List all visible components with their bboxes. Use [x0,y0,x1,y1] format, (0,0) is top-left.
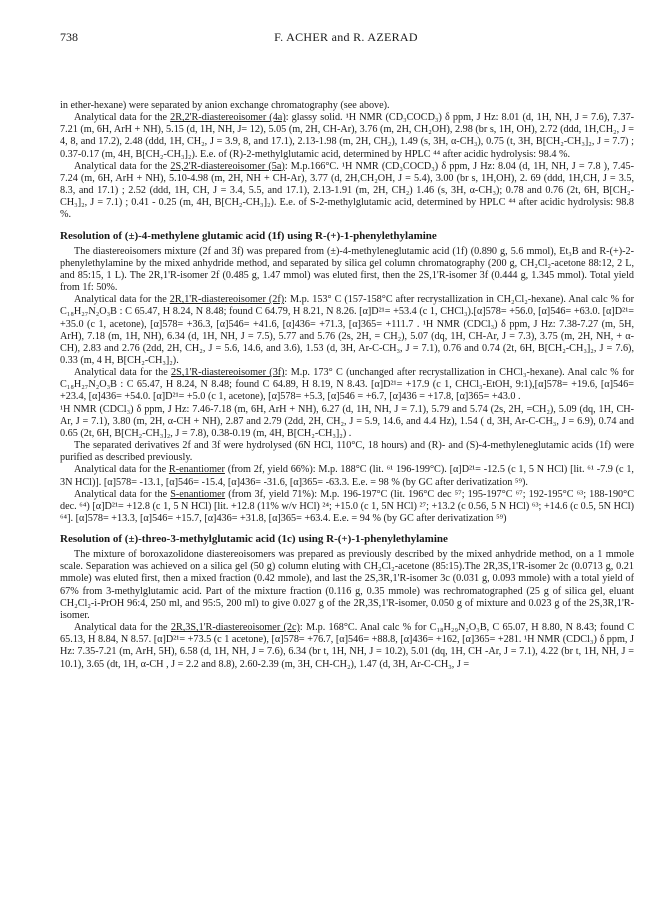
paragraph: Analytical data for the 2R,3S,1'R-diastereoisomer (2c): M.p. 168°C. Anal calc % for C₁₈H₂₉N₂O₃B, C 65.07, H 8.80, N 8.43; found C 65.13, H 8.84, N 8.57. [α]D²¹= +73.5 (c 1 acetone), [α]578= +76.7, [α]546= +88.8, [α]436= +162, [α]365= +281. ¹H NMR (CDCl₃) δ ppm, J Hz: 7.35-7.21 (m, ArH, 5H), 6.58 (d, 1H, NH, J = 7.6), 6.34 (br t, 1H, NH, J = 10.2), 5.01 (dq, 1H, CH -Ar, J = 7.1), 4.22 (br t, 1H, NH, J = 10.1), 3.65 (dt, 1H, α-CH , J = 2.2 and 8.8), 2.60-2.39 (m, 3H, CH-CH₂), 1.47 (d, 3H, Ar-C-CH₃, J = [60,622,634,670]
paragraph: Analytical data for the 2R,2'R-diastereoisomer (4a): glassy solid. ¹H NMR (CD₃COCD₃) δ ppm, J Hz: 8.01 (d, 1H, NH, J = 7.6), 7.37-7.21 (m, 6H, ArH + NH), 5.15 (d, 1H, NH, J= 12), 5.05 (m, 2H, CH-Ar), 3.76 (m, 2H, CH₂OH), 2.98 (br s, 1H, OH), 2.72 (ddd, 1H,CH₂, J = 4, 8, and 17.2), 2.48 (ddd, 1H, CH₂, J = 3.9, 8, and 17.1), 2.13-1.98 (m, 2H, CH₂), 1.49 (s, 3H, α-CH₃), 0.75 (t, 3H, B[CH₂-CH₃]₂, J = 7.7) ; 0.37-0.17 (m, 4H, B[CH₂-CH₃]₂). E.e. of (R)-2-methylglutamic acid, determined by HPLC ⁴⁴ after acidic hydrolysis: 98.4 %. [60,112,635,160]
paragraph: in ether-hexane) were separated by anion exchange chromatography (see above). [60,100,390,111]
section-heading: Resolution of (±)-threo-3-methylglutamic acid (1c) using R-(+)-1-phenylethylamine [60,533,448,546]
paragraph: Analytical data for the S-enantiomer (from 3f, yield 71%): M.p. 196-197°C (lit. 196°C dec ⁵⁷; 195-197°C ⁶⁷; 192-195°C ⁶³; 188-190°C dec. ⁶⁴) [α]D²¹= +12.8 (c 1, 5 N HCl) [lit. +12.8 (11% w/v HCl) ²⁴; +15.0 (c 1, 5N HCl) ²⁷; +13.2 (c 0.56, 5 N HCl) ⁶³; +14.6 (c 0.5, 5N HCl) ⁶⁴]. [α]578= +13.3, [α]546= +15.7, [α]436= +31.8, [α]365= +63.4. E.e. = 94 % (by GC after derivatization ⁵⁹) [60,488,634,524]
underlined-compound-name: 2S,1'R-diastereoisomer (3f) [171,367,285,379]
paragraph: The diastereoisomers mixture (2f and 3f) was prepared from (±)-4-methyleneglutamic acid (1f) (0.890 g, 5.6 mmol), Et₃B and R-(+)-2-phenylethylamine by the mixed anhydride method, and separated by silica gel column chromatography (200 g, CH₂Cl₂-acetone 88:12, 2 L, and 85:15, 1 L). The 2R,1'R-isomer 2f (0.485 g, 1.47 mmol) was eluted first, then the 2S,1'R-isomer 3f (0.444 g, 1.345 mmol). Total yield from 1f: 50%. [60,245,634,294]
underlined-compound-name: 2R,1'R-diastereoisomer (2f) [169,294,285,306]
page-number: 738 [60,30,78,44]
running-head: F. ACHER and R. AZERAD [274,30,418,44]
underlined-compound-name: 2S,2'R-diastereoisomer (5a) [170,160,285,172]
page-header [60,30,632,46]
underlined-compound-name: 2R,3S,1'R-diastereoisomer (2c) [170,622,300,634]
underlined-compound-name: 2R,2'R-diastereoisomer (4a) [170,112,286,124]
body-text [60,100,634,671]
underlined-compound-name: S-enantiomer [170,488,226,500]
paragraph: Analytical data for the 2S,2'R-diastereoisomer (5a): M.p.166°C. ¹H NMR (CD₃COCD₃) δ ppm, J Hz: 8.04 (d, 1H, NH, J = 7.8 ), 7.45-7.24 (m, 6H, ArH + NH), 5.10-4.98 (m, 2H, NH + CH-Ar), 3.77 (d, 2H,CH₂OH, J = 5.4), 3.00 (br s, 1H,OH), 2. 69 (ddd, 1H,CH, J = 3.5, 8.3, and 17.1) ; 2.52 (ddd, 1H, CH, J = 3.4, 5.5, and 17.1), 2.13-1.91 (m, 2H, CH₂) 1.46 (s, 3H, α-CH₃); 0.78 and 0.76 (2t, 6H, B[CH₂-CH₃]₂, J = 7.1) ; 0.41 - 0.25 (m, 4H, B[CH₂-CH₃]₂). E.e. of S-2-methylglutamic acid, determined by HPLC ⁴⁴ after acidic hydrolysis: 98.8 %. [60,160,634,221]
paragraph: The separated derivatives 2f and 3f were hydrolysed (6N HCl, 110°C, 18 hours) and (R)- and (S)-4-methyleneglutamic acids (1f) were purified as described previously. [60,440,634,464]
underlined-compound-name: R-enantiomer [168,464,225,476]
paragraph: Analytical data for the 2R,1'R-diastereoisomer (2f): M.p. 153° C (157-158°C after recrystallization in CH₂Cl₂-hexane). Anal calc % for C₁₈H₂₇N₂O₃B : C 65.47, H 8.24, N 8.48; found C 64.79, H 8.21, N 8.26. [α]D²¹= +53.4 (c 1, CHCl₃).[α]578= +56.0, [α]546= +63.0. [α]D²¹= +35.0 (c 1, acetone), [α]578= +36.3, [α]546= +41.6, [α]436= +71.3, [α]365= +111.7 . ¹H NMR (CDCl₃) δ ppm, J Hz: 7.38-7.27 (m, 5H, ArH), 7.18 (m, 1H, NH), 6.34 (d, 1H, NH, J = 7.5), 5.77 and 5.76 (2s, 2H, = CH₂), 5.07 (dq, 1H, CH-Ar, J = 7.3), 3.75 (m, 2H, NH, + α-CH), 2.83 and 2.76 (2dd, 2H, CH₂, J = 5.6, 14.6, and 3.6), 1.53 (d, 3H, Ar-C-CH₃, J = 7.1), 0.76 and 0.74 (2t, 6H, B[CH₂-CH₃]₂, J = 7.6), 0.33 (m, 4 H, B[CH₂-CH₃]₂). [60,294,634,366]
section-heading: Resolution of (±)-4-methylene glutamic acid (1f) using R-(+)-1-phenylethylamine [60,229,437,242]
paragraph: The mixture of boroxazolidone diastereoisomers was prepared as previously described by the mixed anhydride method, on a 1 mmole scale. Separation was achieved on a silica gel (50 g) column eluting with CH₂Cl₂-acetone (85:15).The 2R,3S,1'R-isomer 2c (0.0713 g, 0.21 mmole) was eluted first, then a mixed fraction (0.42 mmole), and last the 2S,3R,1'R-isomer 3c (0.031 g, 0.093 mmole) with a total yield of 67% from 3-methylglutamic acid. Part of the mixture fraction (0.116 g, 0.35 mmole) was rechromatographed (25 g of silica gel, eluant CH₂Cl₂-i-PrOH 96:4, 250 ml, and 95:5, 200 ml) to give 0.027 g of the 2R,3S,1'R-isomer, 0.050 g of mixture and 0.023 g of the 2S,3R,1'R-isomer. [60,549,634,621]
paragraph: Analytical data for the 2S,1'R-diastereoisomer (3f): M.p. 173° C (unchanged after recrystallization in CHCl₃-hexane). Anal calc % for C₁₈H₂₇N₂O₃B : C 65.47, H 8.24, N 8.48; found C 64.89, H 8.19, N 8.43. [α]D²¹= +17.9 (c 1, CHCl₃-EtOH, 9:1),[α]578= +19.6, [α]546= +23.4, [α]436= +54.0. [α]D²¹= +5.0 (c 1, acetone), [α]578= +5.3, [α]546 = +6.7, [α]436 = +17.8, [α]365= +43.0 . [60,367,634,403]
paragraph: Analytical data for the R-enantiomer (from 2f, yield 66%): M.p. 188°C (lit. ⁶¹ 196-199°C). [α]D²¹= -12.5 (c 1, 5 N HCl) [lit. ⁶¹ -7.9 (c 1, 3N HCl)]. [α]578= -13.1, [α]546= -15.4, [α]436= -31.6, [α]365= -63.3. E.e. = 98 % (by GC after derivatization ⁵⁹). [60,464,634,488]
paragraph: ¹H NMR (CDCl₃) δ ppm, J Hz: 7.46-7.18 (m, 6H, ArH + NH), 6.27 (d, 1H, NH, J = 7.1), 5.79 and 5.74 (2s, 2H, =CH₂), 5.09 (dq, 1H, CH-Ar, J = 7.1), 3.80 (m, 2H, α-CH + NH), 2.87 and 2.79 (2dd, 2H, CH₂, J = 5.9, 14.6, and 4.4 Hz), 1.54 ( d, 3H, Ar-C-CH₃, J = 6.9), 0.74 and 0.65 (2t, 6H, B[CH₂-CH₃]₂, J = 7.8), 0.38-0.19 (m, 4H, B[CH₂-CH₃]₂) . [60,403,634,439]
